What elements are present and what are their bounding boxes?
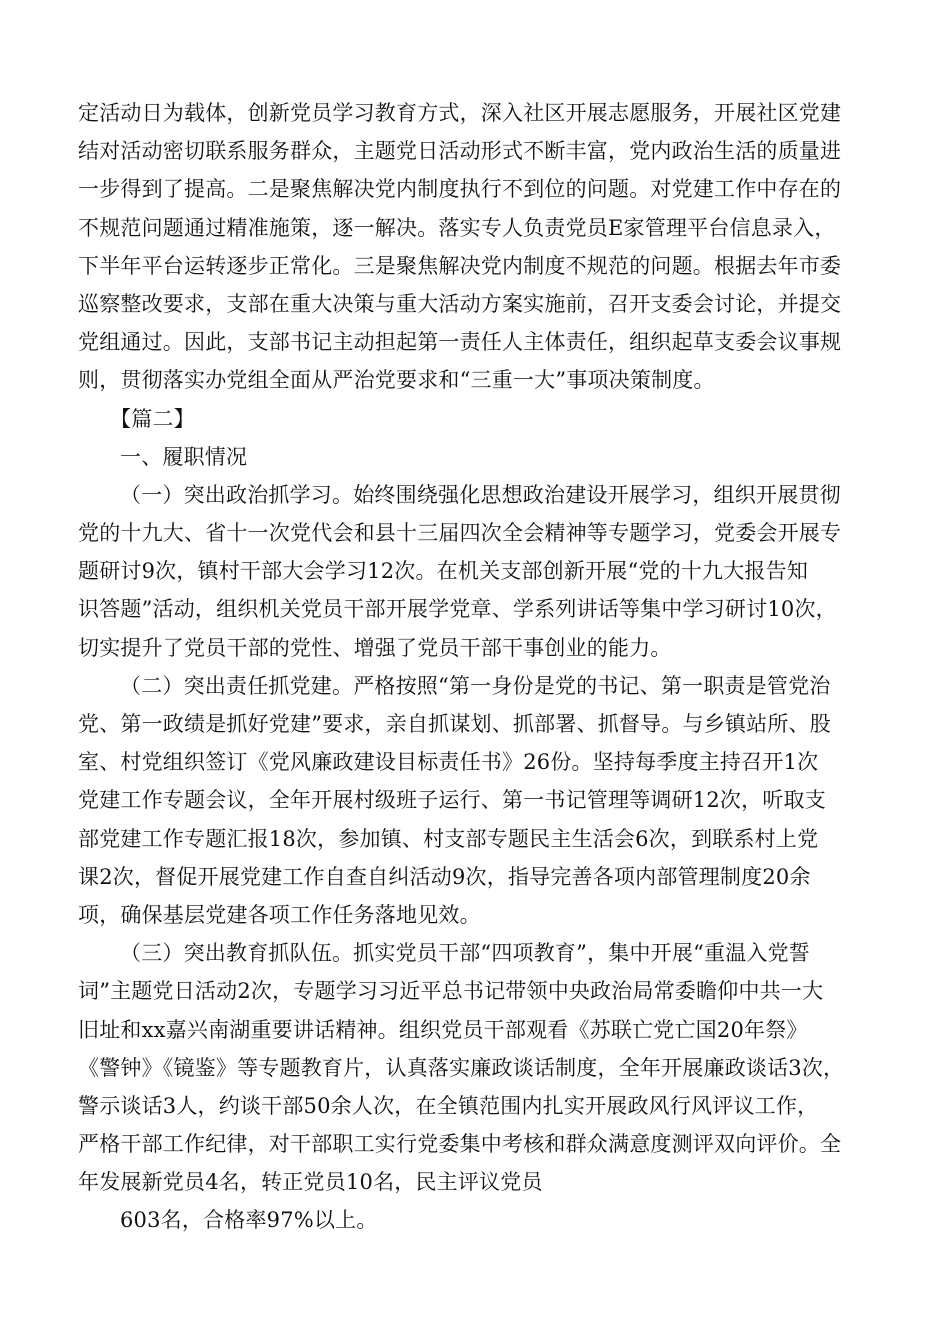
text-line: 项，确保基层党建各项工作任务落地见效。 [78,902,481,927]
text-line: 党组通过。因此，支部书记主动担起第一责任人主体责任，组织起草支委会议事规 [78,330,842,355]
text-line: 下半年平台运转逐步正常化。三是聚焦解决党内制度不规范的问题。根据去年市委 [78,253,842,278]
section-heading: 【篇二】 [110,406,195,431]
text-line: 党建工作专题会议，全年开展村级班子运行、第一书记管理等调研12次，听取支 [78,788,826,813]
text-line: （三）突出教育抓队伍。抓实党员干部“四项教育”，集中开展“重温入党誓 [120,941,811,966]
text-line: 定活动日为载体，创新党员学习教育方式，深入社区开展志愿服务，开展社区党建 [78,101,842,125]
text-line-final: 603名，合格率97%以上。 [120,1208,378,1233]
text-line: 一步得到了提高。二是聚焦解决党内制度执行不到位的问题。对党建工作中存在的 [78,177,842,202]
text-line: 题研讨9次，镇村干部大会学习12次。在机关支部创新开展“党的十九大报告知 [78,559,809,584]
text-line: 切实提升了党员干部的党性、增强了党员干部干事创业的能力。 [78,635,672,660]
subsection-heading: 一、履职情况 [120,444,248,469]
paragraph-politics-study [78,476,878,667]
paragraph-responsibility-party [78,667,878,934]
text-line: 室、村党组织签订《党风廉政建设目标责任书》26份。坚持每季度主持召开1次 [78,750,819,775]
text-line: 警示谈话3人，约谈干部50余人次，在全镇范围内扎实开展政风行风评议工作， [78,1093,819,1118]
text-line: 结对活动密切联系服务群众，主题党日活动形式不断丰富，党内政治生活的质量进 [78,139,842,164]
text-line: 词”主题党日活动2次，专题学习习近平总书记带领中央政治局常委瞻仰中共一大 [78,979,824,1004]
document-page [78,94,878,1240]
text-line: 识答题”活动，组织机关党员干部开展学党章、学系列讲话等集中学习研讨10次， [78,597,837,622]
text-line: 党的十九大、省十一次党代会和县十三届四次全会精神等专题学习，党委会开展专 [78,521,842,546]
text-line: 年发展新党员4名，转正党员10名，民主评议党员 [78,1170,543,1195]
text-line: 旧址和xx嘉兴南湖重要讲话精神。组织党员干部观看《苏联亡党亡国20年祭》 [78,1017,808,1042]
text-line: 部党建工作专题汇报18次，参加镇、村支部专题民主生活会6次，到联系村上党 [78,826,819,851]
text-line: （二）突出责任抓党建。严格按照“第一身份是党的书记、第一职责是管党治 [120,673,831,698]
paragraph-continuation [78,94,878,400]
text-line: 则，贯彻落实办党组全面从严治党要求和“三重一大”事项决策制度。 [78,368,715,393]
text-line: 《警钟》《镜鉴》等专题教育片，认真落实廉政谈话制度，全年开展廉政谈话3次， [78,1055,845,1080]
text-line: 党、第一政绩是抓好党建”要求，亲自抓谋划、抓部署、抓督导。与乡镇站所、股 [78,712,831,736]
text-line: 巡察整改要求，支部在重大决策与重大活动方案实施前，召开支委会讨论，并提交 [78,291,842,316]
text-line: 严格干部工作纪律，对干部职工实行党委集中考核和群众满意度测评双向评价。全 [78,1132,842,1157]
text-line: 课2次，督促开展党建工作自查自纠活动9次，指导完善各项内部管理制度20余 [78,864,811,889]
text-line: 不规范问题通过精准施策，逐一解决。落实专人负责党员E家管理平台信息录入， [78,215,836,240]
text-line: （一）突出政治抓学习。始终围绕强化思想政治建设开展学习，组织开展贯彻 [120,482,841,507]
paragraph-education-team [78,934,878,1201]
